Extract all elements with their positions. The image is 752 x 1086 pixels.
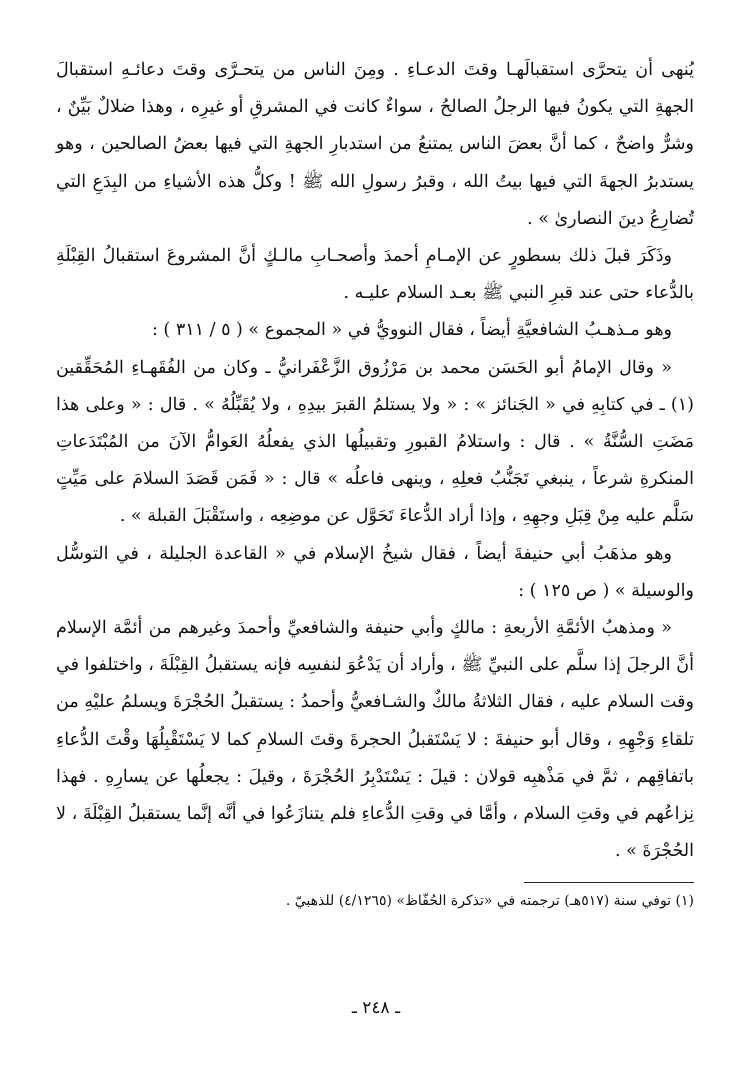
footnote-divider (524, 882, 694, 883)
main-text (56, 52, 694, 870)
footnote: (١) توفي سنة (٥١٧هـ) ترجمته في «تذكرة الحُفّاظ» (٤/١٢٦٥) للذهبيّ . (285, 893, 694, 910)
paragraph: « وقال الإمامُ أبو الحَسَن محمد بن مَرْزُوق الزَّعْفَرانيُّ ـ وكان من الفُقَهـاءِ المُحَقِّقين (١) ـ في كتابِهِ في « الجَنائز » : « ولا يستلمُ القبرَ بيدِهِ ، ولا يُقَبِّلُهُ » . قال : « وعلى هذا مَضَتِ السُّنَّةُ » . قال : واستلامُ القبورِ وتقبيلُها الذي يفعلُهُ العَوامُّ الآنَ من المُبْتَدَعاتِ المنكرةِ شرعاً ، ينبغي تَجَنُّبُ فعلِهِ ، وينهى فاعلُه » قال : « فَمَن قَصَدَ السلامَ على مَيِّتٍ سَلَّم عليه مِنْ قِبَلِ وجهِهِ ، وإذا أراد الدُّعاءَ تَحَوَّل عن موضِعِه ، واستَقْبَلَ القبلة » . (56, 357, 694, 527)
paragraph: وهو مـذهـبُ الشافعيَّةِ أيضاً ، فقال النوويُّ في « المجموع » ( ٥ / ٣١١ ) : (151, 320, 672, 341)
paragraph: وهو مذهَبُ أبي حنيفةَ أيضاً ، فقال شيخُ الإسلام في « القاعدة الجليلة ، في التوسُّل والوسيلة » ( ص ١٢٥ ) : (56, 543, 694, 601)
paragraph: وذَكَرَ قبلَ ذلك بسطورٍ عن الإمـامِ أحمدَ وأصحـابِ مالـكٍ أنَّ المشروعَ استقبالُ القِبْلَةِ بالدُّعاء حتى عند قبرِ النبي ﷺ بعـد السلام عليـه . (56, 246, 694, 304)
paragraph: يُنهى أن يتحرَّى استقبالَهـا وقتَ الدعـاءِ . ومِنَ الناس من يتحـرَّى وقتَ دعائـهِ استقبالَ الجهةِ التي يكونُ فيها الرجلُ الصالحُ ، سواءٌ كانت في المشرقِ أو غيرِه ، وهذا ضلالٌ بَيِّنٌ ، وشرٌّ واضحٌ ، كما أنَّ بعضَ الناس يمتنعُ من استدبارِ الجهةِ التي فيها بعضُ الصالحين ، وهو يستدبرُ الجهةَ التي فيها بيتُ الله ، وقبرُ رسولِ الله ﷺ ! وكلُّ هذه الأشياءِ من البِدَعِ التي تُضارِعُ دينَ النصارىٰ » . (56, 60, 694, 229)
paragraph: « ومذهبُ الأئمَّةِ الأربعةِ : مالكٍ وأبي حنيفة والشافعيِّ وأحمدَ وغيرهم من أئمَّة الإسلام أنَّ الرجلَ إذا سلَّم على النبيِّ ﷺ ، وأراد أن يَدْعُوَ لنفسِه فإنه يستقبلُ القِبْلَةَ ، واختلفوا في وقت السلام عليه ، فقال الثلاثةُ مالكٌ والشـافعيُّ وأحمدُ : يستقبلُ الحُجْرَةَ ويسلمُ عليْهِ من تلقاءِ وَجْهِهِ ، وقال أبو حنيفةَ : لا يَسْتَقبلُ الحجرةَ وقتَ السلامِ كما لا يَسْتَقْبِلُهَا وقْتَ الدُّعاءِ باتفاقِهم ، ثمَّ في مَذْهبِه قولان : قيلَ : يَسْتَدْبِرُ الحُجْرَةَ ، وقيلَ : يجعلُها عن يسارِهِ . فهذا نِزاعُهم في وقتِ السلام ، وأمَّا في وقتِ الدُّعاءِ فلم يتنازَعُوا في أنَّه إنَّما يستقبلُ القِبْلَةَ ، لا الحُجْرَةَ » . (56, 618, 694, 862)
page-number: ـ ٢٤٨ ـ (351, 998, 401, 1018)
